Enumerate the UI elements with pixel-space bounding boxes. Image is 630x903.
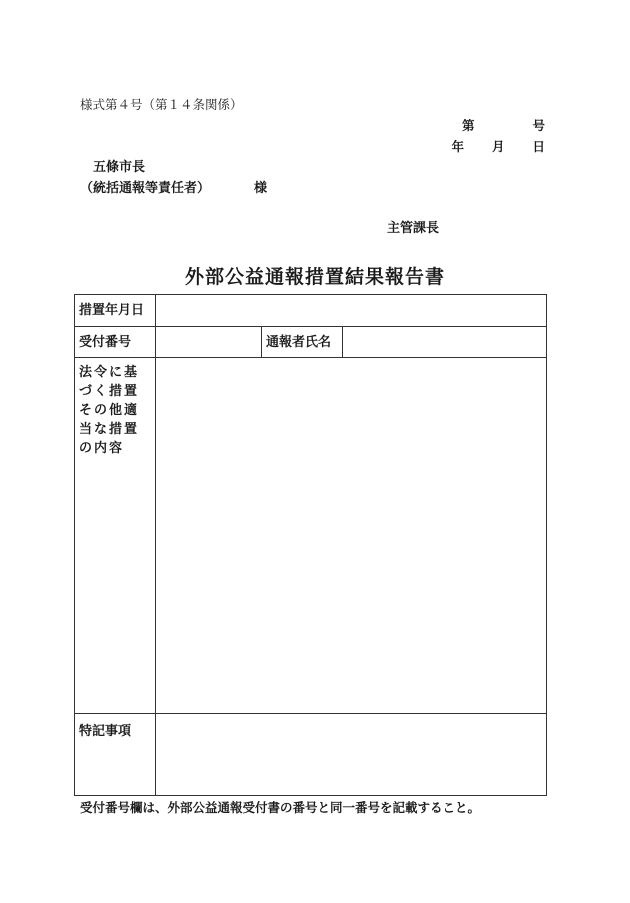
month-label: 月 [491,139,505,154]
measure-date-label: 措置年月日 [75,295,156,327]
honorific: 様 [254,181,268,196]
special-notes-field[interactable] [156,714,547,796]
special-notes-row [75,714,547,796]
year-label: 年 [451,139,464,154]
report-table [74,294,547,796]
section-chief: 主管課長 [387,221,440,236]
number-prefix: 第 [461,118,475,133]
measure-content-field[interactable] [156,358,547,714]
page-title: 外部公益通報措置結果報告書 [184,266,445,288]
document-number-line [462,116,545,134]
reporter-name-label: 通報者氏名 [262,327,343,358]
special-notes-label: 特記事項 [75,714,156,796]
measure-date-field[interactable] [156,295,547,327]
reporter-name-field[interactable] [343,327,547,358]
day-label: 日 [532,139,545,154]
receipt-number-field[interactable] [156,327,262,358]
measure-date-row [75,295,547,327]
number-suffix: 号 [532,118,545,133]
measure-content-row [75,358,547,714]
receipt-number-label: 受付番号 [75,327,156,358]
date-line [451,137,545,155]
responsible-person: （統括通報等責任者） [80,181,211,196]
addressee: 五條市長 [93,160,146,175]
measure-content-label: 法令に基づく措置その他適当な措置の内容 [75,358,156,714]
footer-note: 受付番号欄は、外部公益通報受付書の番号と同一番号を記載すること。 [80,800,481,815]
receipt-row [75,327,547,358]
form-number: 様式第４号（第１４条関係） [80,97,243,112]
